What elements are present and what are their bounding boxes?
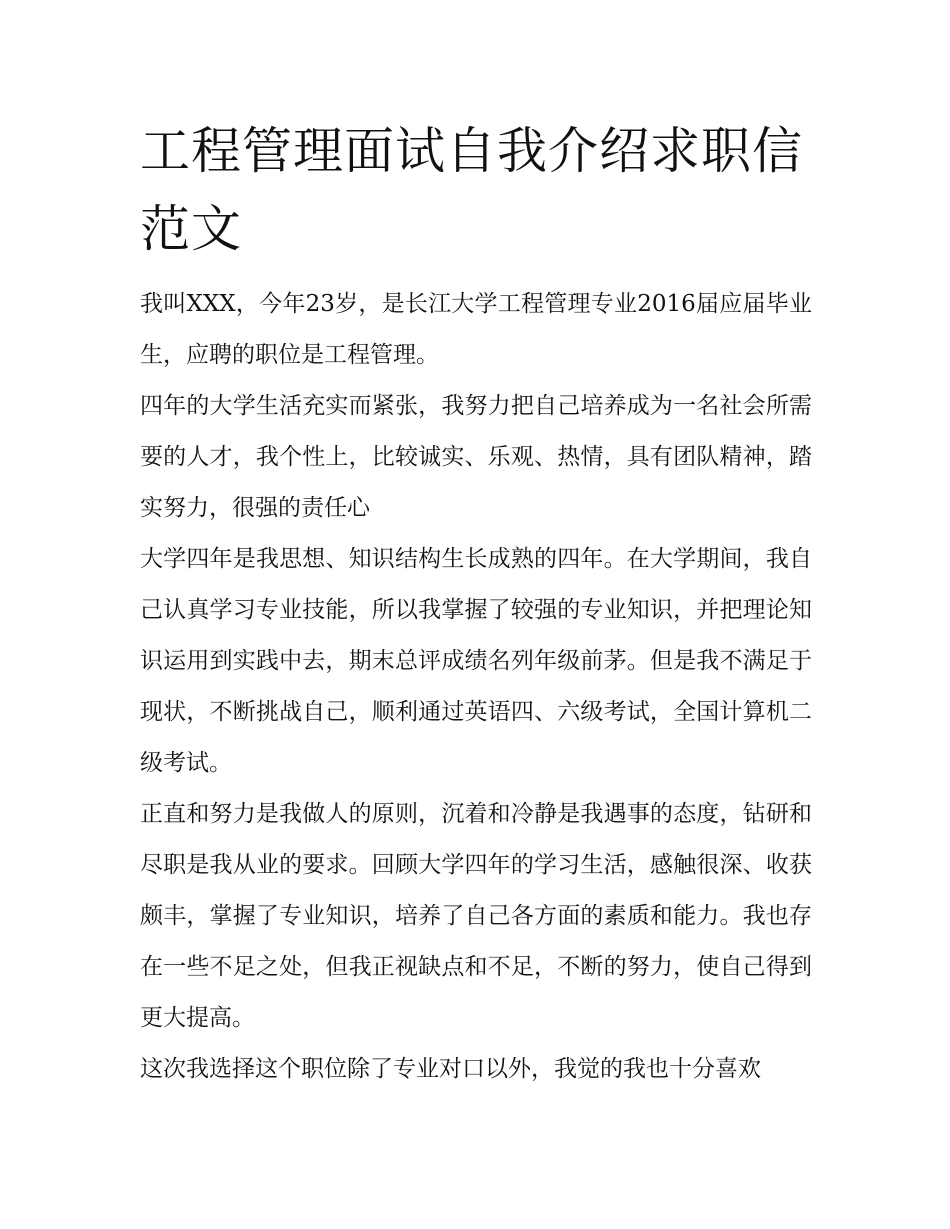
paragraph-education: 大学四年是我思想、知识结构生长成熟的四年。在大学期间，我自己认真学习专业技能，所以我掌握了较强的专业知识，并把理论知识运用到实践中去，期末总评成绩名列年级前茅。但是我不满足于现状，不断挑战自己，顺利通过英语四、六级考试，全国计算机二级考试。 (140, 546, 812, 776)
paragraph-principles: 正直和努力是我做人的原则，沉着和冷静是我遇事的态度，钻研和尽职是我从业的要求。回顾大学四年的学习生活，感触很深、收获颇丰，掌握了专业知识，培养了自己各方面的素质和能力。我也存在一些不足之处，但我正视缺点和不足，不断的努力，使自己得到更大提高。 (140, 801, 812, 1031)
document-body (140, 112, 812, 1095)
document-title: 工程管理面试自我介绍求职信范文 (140, 122, 803, 258)
paragraph-motivation: 这次我选择这个职位除了专业对口以外，我觉的我也十分喜欢 (140, 1056, 761, 1082)
paragraph-introduction: 我叫XXX，今年23岁，是长江大学工程管理专业2016届应届毕业生，应聘的职位是工程管理。 (140, 291, 812, 368)
paragraph-personality: 四年的大学生活充实而紧张，我努力把自己培养成为一名社会所需要的人才，我个性上，比较诚实、乐观、热情，具有团队精神，踏实努力，很强的责任心 (140, 393, 812, 521)
